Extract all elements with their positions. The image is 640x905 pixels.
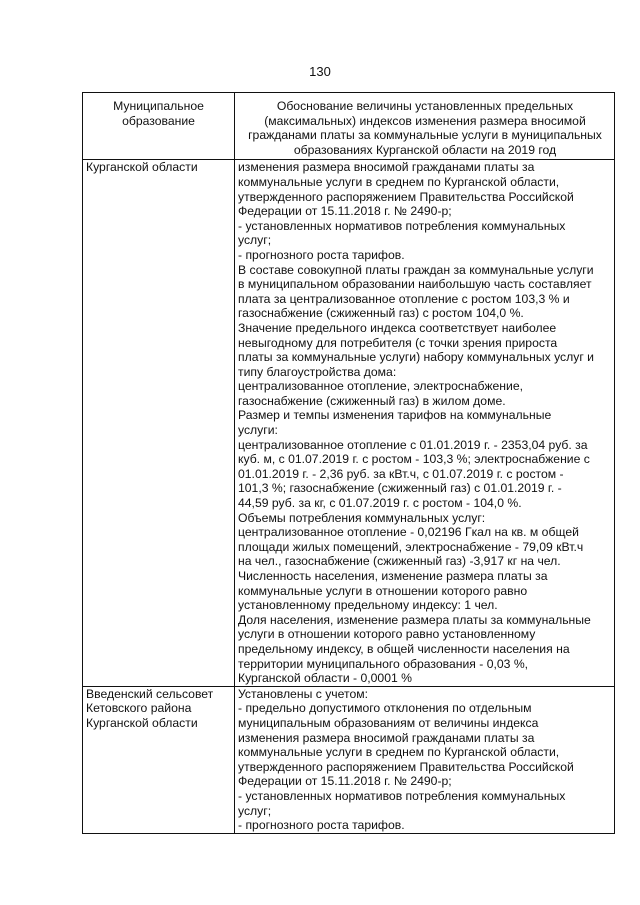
municipality-name: Курганской области	[86, 160, 198, 175]
header-justification-label: Обоснование величины установленных предельных (максимальных) индексов изменения размера вносимой гражданами платы за коммунальные услуги в муниципальных образованиях Курганской области на 2019 год	[248, 99, 602, 157]
justification-paragraph: Объемы потребления коммунальных услуг: централизованное отопление - 0,02196 Гкал на кв. м общей площади жилых помещений, электроснабжение - 79,09 кВт.ч на чел., газоснабжение (сжиженный газ) -3,917 кг на чел.	[238, 510, 584, 569]
justification-paragraph: изменения размера вносимой гражданами платы за коммунальные услуги в среднем по Курганской области, утвержденного распоряжением Правительства Российской Федерации от 15.11.2018 г. № 2490-р;	[238, 160, 574, 219]
header-justification	[235, 93, 615, 160]
justification-paragraph: Установлены с учетом:	[238, 686, 368, 701]
header-municipality	[83, 93, 235, 160]
justification-paragraph: Численность населения, изменение размера платы за коммунальные услуги в отношении которого равно установленному предельному индексу: 1 чел.	[238, 569, 548, 613]
justification-paragraph: - прогнозного роста тарифов.	[238, 818, 405, 833]
municipality-name: Введенский сельсовет Кетовского района Курганской области	[86, 686, 214, 730]
table-header-row	[83, 93, 615, 160]
justification-paragraph: - установленных нормативов потребления коммунальных услуг;	[238, 218, 566, 248]
justification-paragraph: - предельно допустимого отклонения по отдельным муниципальным образованиям от величины индекса изменения размера вносимой гражданами платы за коммунальные услуги в среднем по Курганской области, утвержденного распоряжением Правительства Российской Федерации от 15.11.2018 г. № 2490-р;	[238, 701, 574, 789]
justification-paragraph: Размер и темпы изменения тарифов на коммунальные услуги:	[238, 408, 552, 438]
justification-table	[82, 92, 615, 834]
municipality-cell	[83, 160, 235, 686]
justification-paragraph: централизованное отопление с 01.01.2019 г. - 2353,04 руб. за куб. м, с 01.07.2019 г. с ростом - 103,3 %; электроснабжение с 01.01.2019 г. - 2,36 руб. за кВт.ч, с 01.07.2019 г. с ростом - 101,3 %; газоснабжение (сжиженный газ) с 01.01.2019 г. - 44,59 руб. за кг, с 01.07.2019 г. с ростом - 104,0 %.	[238, 437, 590, 511]
justification-paragraph: В составе совокупной платы граждан за коммунальные услуги в муниципальном образовании наибольшую часть составляет плата за централизованное отопление с ростом 103,3 % и газоснабжение (сжиженный газ) с ростом 104,0 %.	[238, 262, 594, 321]
header-municipality-label: Муниципальное образование	[113, 99, 204, 128]
justification-paragraph: Доля населения, изменение размера платы за коммунальные услуги в отношении которого равно установленному предельному индексу, в общей численности населения на территории муниципального образования - 0,03 %, Курганской области - 0,0001 %	[238, 612, 591, 686]
table-row	[83, 686, 615, 833]
justification-paragraph: - установленных нормативов потребления коммунальных услуг;	[238, 788, 566, 818]
justification-paragraph: - прогнозного роста тарифов.	[238, 247, 405, 262]
table-row	[83, 160, 615, 686]
justification-cell	[235, 686, 615, 833]
justification-paragraph: централизованное отопление, электроснабжение, газоснабжение (сжиженный газ) в жилом доме.	[238, 379, 523, 408]
municipality-cell	[83, 686, 235, 833]
justification-cell	[235, 160, 615, 686]
page-number: 130	[309, 64, 331, 79]
justification-paragraph: Значение предельного индекса соответствует наиболее невыгодному для потребителя (с точки зрения прироста платы за коммунальные услуги) набору коммунальных услуг и типу благоустройства дома:	[238, 320, 594, 379]
